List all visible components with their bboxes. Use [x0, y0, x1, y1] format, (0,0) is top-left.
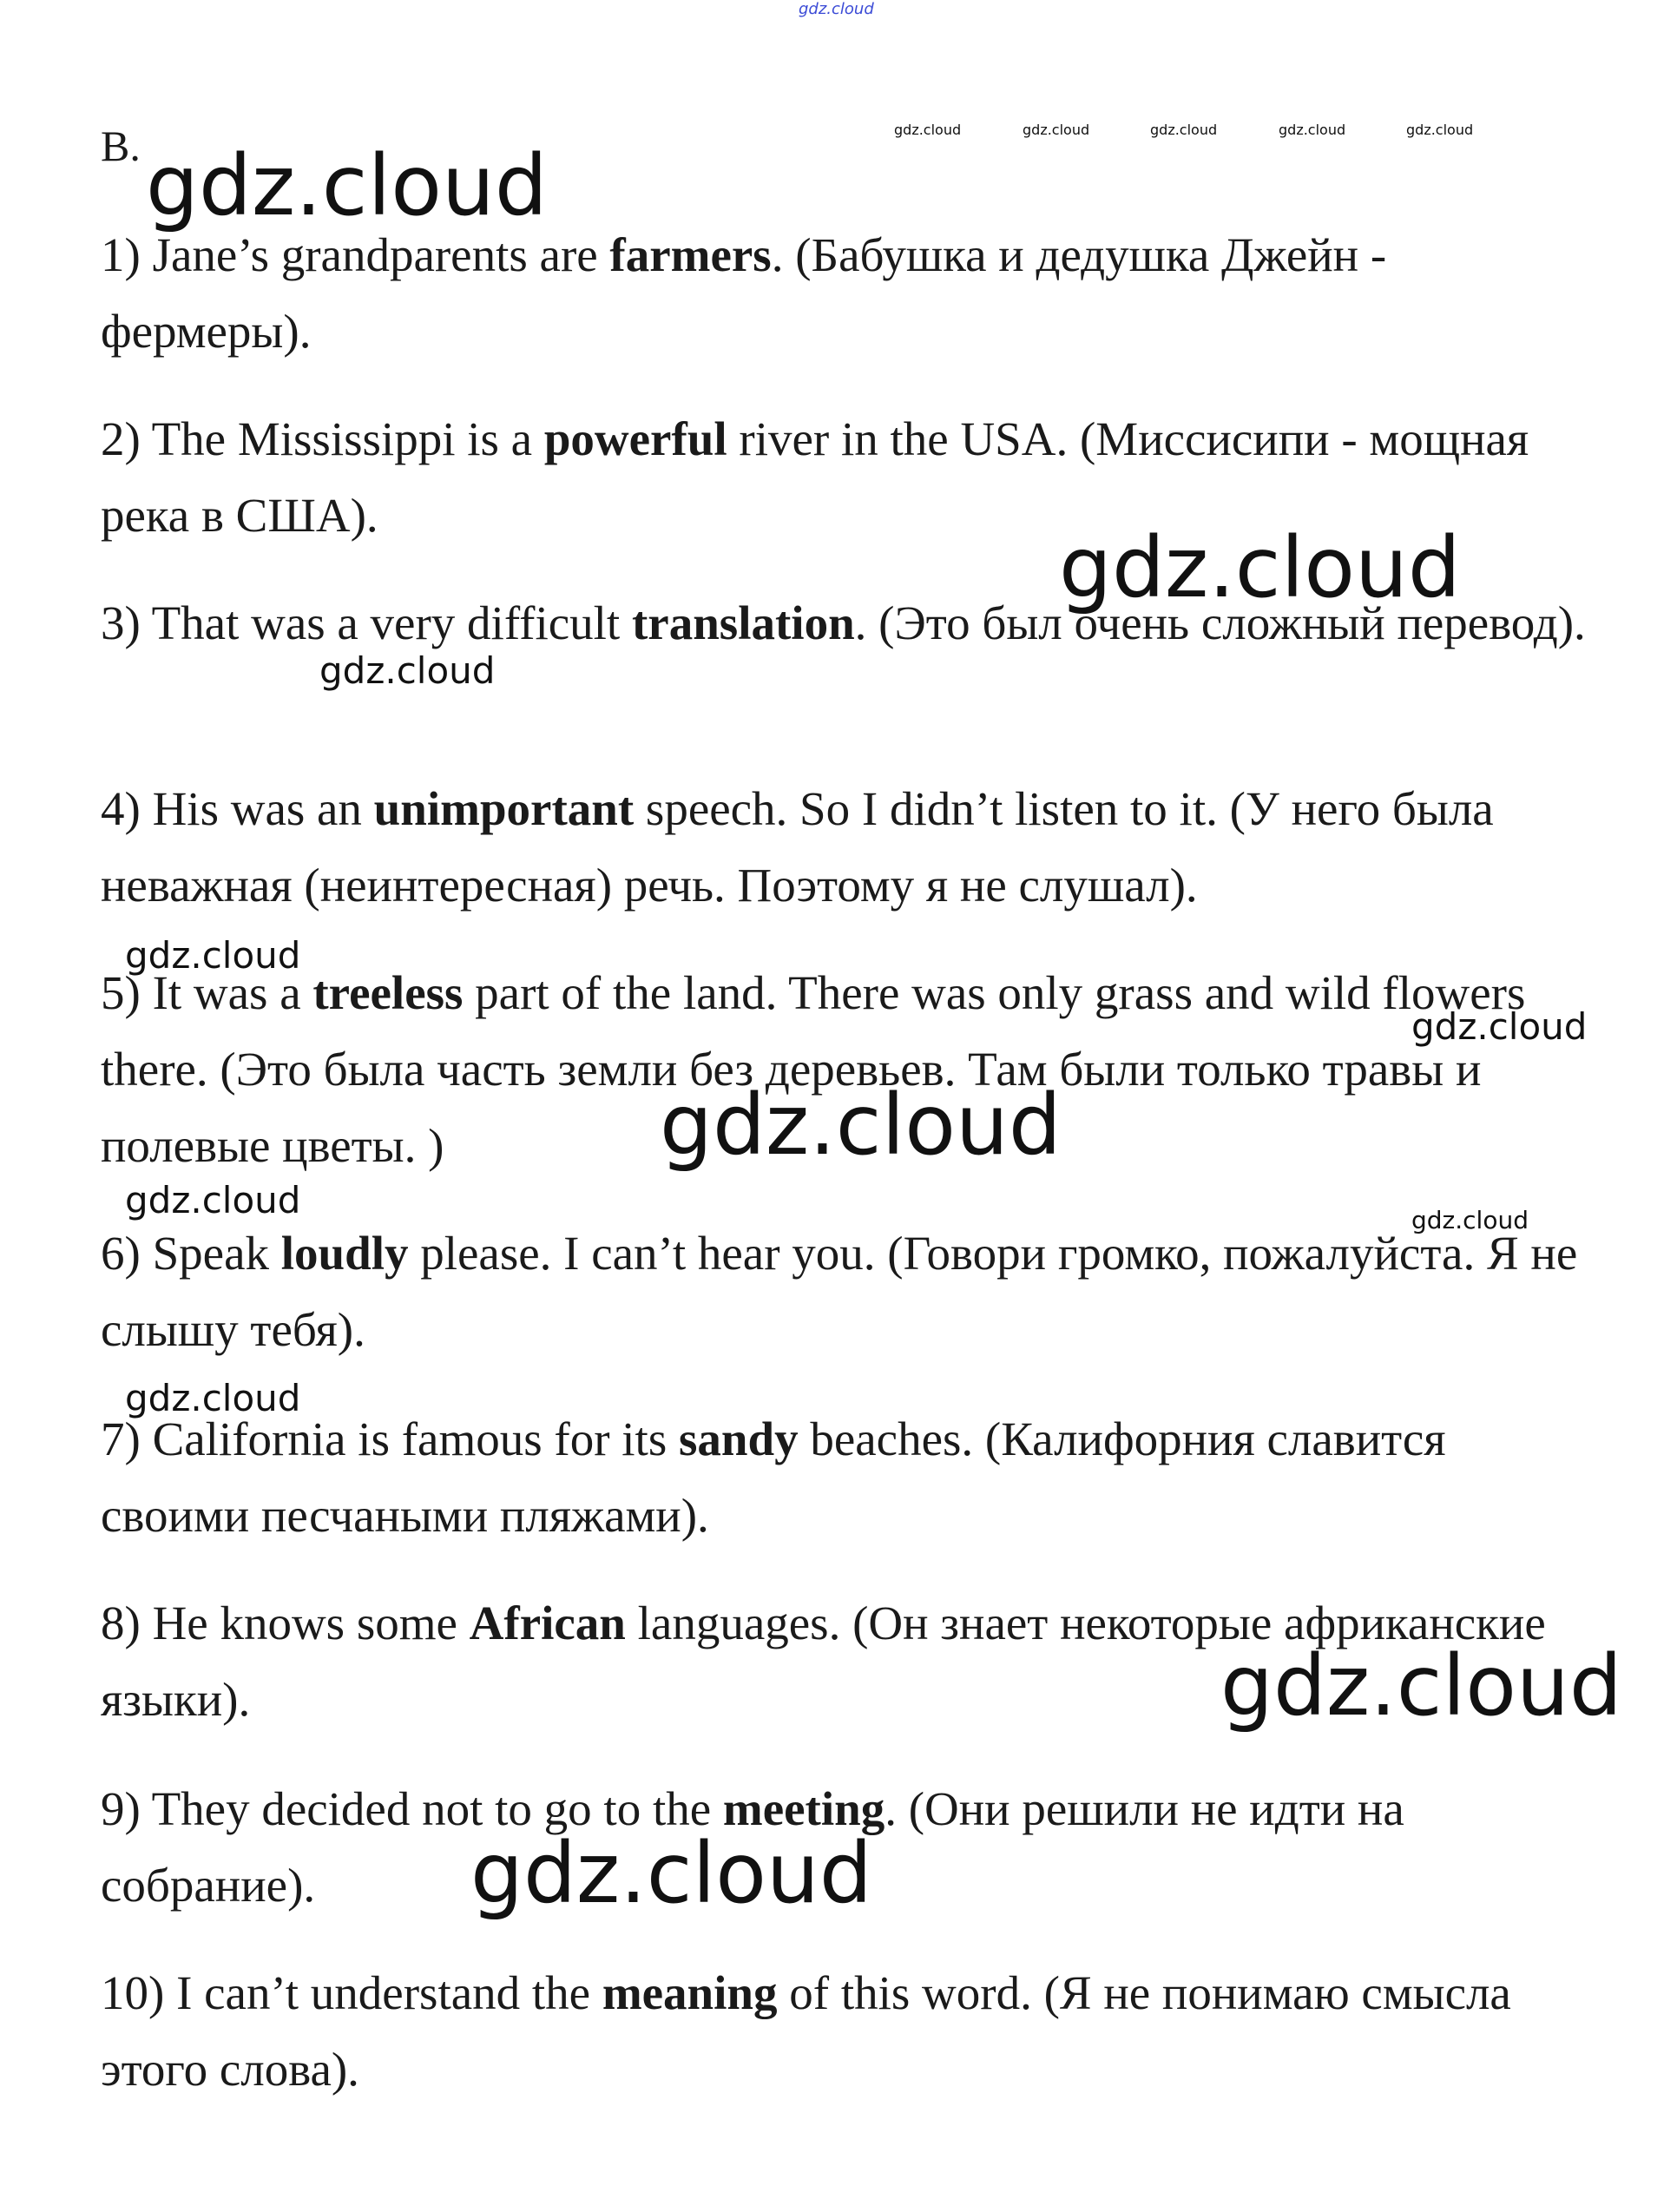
- answer-item-5: [101, 955, 1594, 1184]
- watermark-small: gdz.cloud: [1411, 1206, 1529, 1234]
- answer-item-6: [101, 1215, 1594, 1368]
- answer-item-7: [101, 1401, 1594, 1554]
- answer-word: powerful: [543, 412, 727, 465]
- watermark-tiny: gdz.cloud: [1406, 122, 1474, 138]
- answer-item-3: [101, 585, 1594, 662]
- item-text: . (Бабушка и дедушка Джейн - фермеры).: [101, 228, 1387, 358]
- section-heading: B.: [101, 122, 141, 170]
- watermark-tiny: gdz.cloud: [1023, 122, 1090, 138]
- item-text: 2) The Mississippi is a: [101, 412, 544, 465]
- answer-item-1: [101, 217, 1594, 370]
- item-text: 9) They decided not to go to the: [101, 1782, 723, 1835]
- item-text: 4) His was an: [101, 782, 374, 835]
- watermark-small: gdz.cloud: [319, 649, 496, 692]
- answer-item-2: [101, 401, 1594, 554]
- item-text: please. I can’t hear you. (Говори громко, пожалуйста. Я не слышу тебя).: [101, 1227, 1578, 1356]
- answer-word: unimportant: [373, 782, 635, 835]
- watermark-large: gdz.cloud: [1220, 1637, 1622, 1735]
- item-text: 3) That was a very difficult: [101, 596, 632, 649]
- answer-word: treeless: [312, 966, 464, 1019]
- watermark-large: gdz.cloud: [470, 1825, 872, 1922]
- answer-word: meeting: [722, 1782, 885, 1835]
- watermark-small: gdz.cloud: [125, 934, 301, 977]
- answer-item-4: [101, 771, 1594, 924]
- item-text: 1) Jane’s grandparents are: [101, 228, 610, 281]
- answer-word: sandy: [679, 1412, 799, 1465]
- item-text: beaches. (Калифорния славится своими песчаными пляжами).: [101, 1412, 1446, 1542]
- item-text: part of the land. There was only grass and wild flowers there. (Это была часть земли без деревьев. Там были только травы и полевые цветы. ): [101, 966, 1526, 1172]
- watermark-tiny: gdz.cloud: [894, 122, 962, 138]
- item-text: . (Они решили не идти на собрание).: [101, 1782, 1404, 1912]
- answer-item-10: [101, 1955, 1594, 2108]
- watermark-small: gdz.cloud: [125, 1179, 301, 1221]
- item-text: speech. So I didn’t listen to it. (У него была неважная (неинтересная) речь. Поэтому я не слушал).: [101, 782, 1494, 912]
- watermark-large: gdz.cloud: [146, 137, 548, 234]
- answer-word: African: [469, 1596, 626, 1649]
- item-text: 10) I can’t understand the: [101, 1966, 602, 2019]
- watermark-large: gdz.cloud: [660, 1076, 1062, 1174]
- item-text: 6) Speak: [101, 1227, 281, 1280]
- answer-word: loudly: [280, 1227, 409, 1280]
- answer-word: farmers: [609, 228, 772, 281]
- watermark-tiny: gdz.cloud: [1150, 122, 1218, 138]
- watermark-small: gdz.cloud: [125, 1377, 301, 1419]
- item-text: languages. (Он знает некоторые африканские языки).: [101, 1596, 1546, 1726]
- item-text: of this word. (Я не понимаю смысла этого слова).: [101, 1966, 1511, 2096]
- answer-word: meaning: [602, 1966, 778, 2019]
- answer-item-9: [101, 1771, 1594, 1924]
- item-text: 8) He knows some: [101, 1596, 470, 1649]
- answer-word: translation: [631, 596, 855, 649]
- answer-item-8: [101, 1585, 1594, 1738]
- watermark-small: gdz.cloud: [1411, 1005, 1588, 1048]
- watermark-large: gdz.cloud: [1059, 519, 1461, 616]
- watermark-tiny: gdz.cloud: [1279, 122, 1346, 138]
- item-text: 5) It was a: [101, 966, 313, 1019]
- item-text: . (Это был очень сложный перевод).: [854, 596, 1586, 649]
- item-text: river in the USA. (Миссисипи - мощная река в США).: [101, 412, 1529, 542]
- watermark-top: gdz.cloud: [799, 0, 874, 18]
- item-text: 7) California is famous for its: [101, 1412, 679, 1465]
